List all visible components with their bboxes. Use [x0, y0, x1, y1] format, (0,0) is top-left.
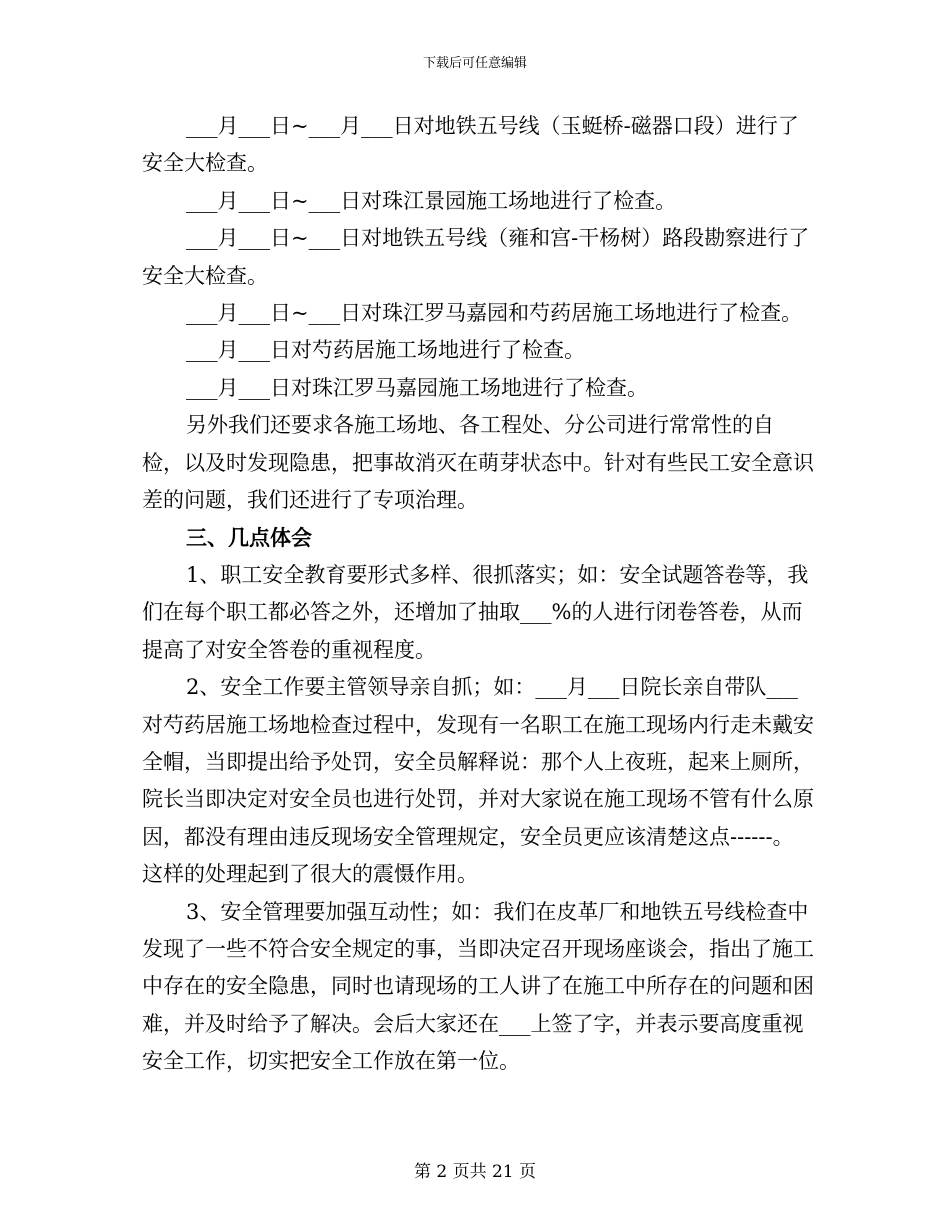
- page-number: 第 2 页共 21 页: [413, 1162, 537, 1182]
- document-body: [142, 108, 814, 1081]
- inspection-record-4: ___月___日~___日对珠江罗马嘉园和芍药居施工场地进行了检查。: [186, 301, 803, 326]
- inspection-record-3: ___月___日~___日对地铁五号线（雍和宫-干杨树）路段勘察进行了安全大检查。: [142, 226, 810, 288]
- point-2-paragraph: 2、安全工作要主管领导亲自抓；如：___月___日院长亲自带队___对芍药居施工场地检查过程中，发现有一名职工在施工现场内行走未戴安全帽，当即提出给予处罚，安全员解释说：那个人上夜班，起来上厕所，院长当即决定对安全员也进行处罚，并对大家说在施工现场不管有什么原因，都没有理由违反现场安全管理规定，安全员更应该清楚这点------。这样的处理起到了很大的震慑作用。: [142, 675, 814, 887]
- point-1-paragraph: 1、职工安全教育要形式多样、很抓落实；如：安全试题答卷等，我们在每个职工都必答之外，还增加了抽取___%的人进行闭卷答卷，从而提高了对安全答卷的重视程度。: [142, 562, 809, 662]
- self-check-paragraph: 另外我们还要求各施工场地、各工程处、分公司进行常常性的自检，以及时发现隐患，把事故消灭在萌芽状态中。针对有些民工安全意识差的问题，我们还进行了专项治理。: [142, 413, 814, 513]
- inspection-record-5: ___月___日对芍药居施工场地进行了检查。: [186, 338, 585, 363]
- section-heading: 三、几点体会: [186, 525, 312, 551]
- page-header: 下载后可任意编辑: [422, 56, 527, 71]
- point-3-paragraph: 3、安全管理要加强互动性；如：我们在皮革厂和地铁五号线检查中发现了一些不符合安全规定的事，当即决定召开现场座谈会，指出了施工中存在的安全隐患，同时也请现场的工人讲了在施工中所存在的问题和困难，并及时给予了解决。会后大家还在___上签了字，并表示要高度重视安全工作，切实把安全工作放在第一位。: [142, 899, 814, 1074]
- inspection-record-1: ___月___日~___月___日对地铁五号线（玉蜓桥-磁器口段）进行了安全大检查。: [142, 114, 799, 176]
- inspection-record-2: ___月___日~___日对珠江景园施工场地进行了检查。: [186, 188, 677, 213]
- inspection-record-6: ___月___日对珠江罗马嘉园施工场地进行了检查。: [186, 375, 648, 400]
